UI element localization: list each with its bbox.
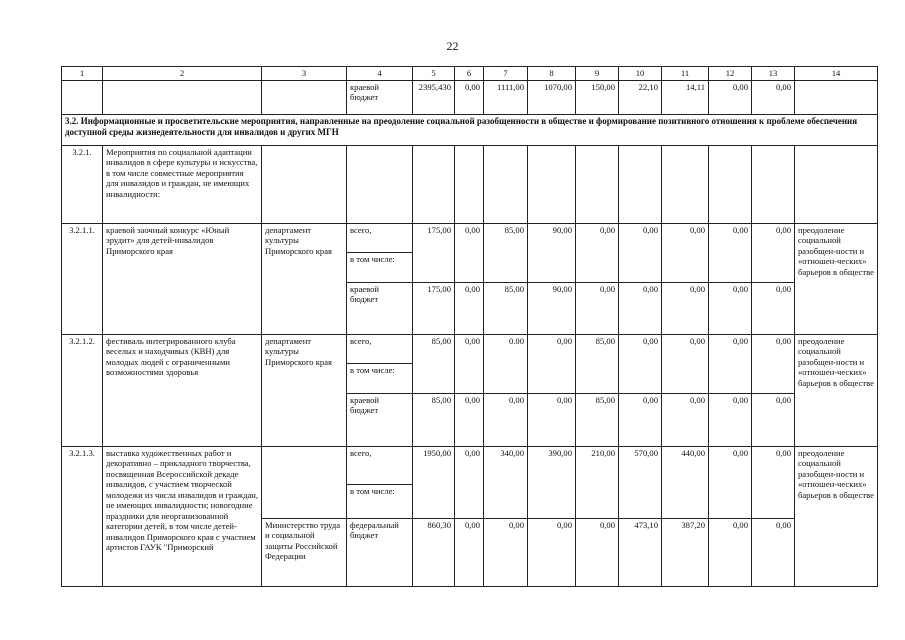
value-cell: 0,00 (709, 394, 752, 447)
col-header: 2 (103, 67, 262, 81)
value-cell: 150,00 (576, 81, 619, 115)
value-cell: 0,00 (528, 394, 576, 447)
item-number: 3.2.1.2. (62, 335, 103, 447)
value-cell: 0,00 (455, 394, 484, 447)
value-cell: 1111,00 (484, 81, 528, 115)
item-row-total (62, 335, 878, 364)
value-cell: 0,00 (455, 283, 484, 335)
col-header: 4 (347, 67, 413, 81)
value-cell: 0,00 (528, 335, 576, 394)
item-name: выставка художественных работ и декоративно – прикладного творчества, посвященная Всероссийской декаде инвалидов, с участием творческой молодежи из числа инвалидов и граждан, не имеющих инвалидности; новогодние праздники для неорганизованной категории детей, в том числе детей-инвалидов Приморского края с участием артистов ГАУК "Приморский (103, 447, 262, 587)
value-cell: 860,30 (413, 519, 455, 587)
value-cell: 0,00 (752, 81, 795, 115)
value-cell: 0.00 (484, 335, 528, 394)
item-row-total (62, 224, 878, 253)
section-title-row (62, 115, 878, 146)
value-cell: 0,00 (752, 224, 795, 283)
item-row-total (62, 447, 878, 485)
value-cell: 175,00 (413, 283, 455, 335)
column-number-row (62, 67, 878, 81)
value-cell: 340,00 (484, 447, 528, 519)
value-cell: 85,00 (484, 283, 528, 335)
col-header: 8 (528, 67, 576, 81)
col-header: 1 (62, 67, 103, 81)
value-cell: 0,00 (619, 394, 662, 447)
row-label-including: в том числе: (347, 253, 413, 283)
row-label-source: краевой бюджет (347, 283, 413, 335)
row-label-total: всего, (347, 447, 413, 485)
group-number: 3.2.1. (62, 146, 103, 224)
value-cell: 0,00 (752, 519, 795, 587)
value-cell: 0,00 (484, 394, 528, 447)
col-header: 11 (662, 67, 709, 81)
value-cell: 0,00 (619, 283, 662, 335)
value-cell: 0,00 (709, 335, 752, 394)
value-cell: 0,00 (455, 335, 484, 394)
page-number: 22 (446, 39, 459, 53)
value-cell: 0,00 (528, 519, 576, 587)
value-cell: 0,00 (709, 447, 752, 519)
value-cell: 22,10 (619, 81, 662, 115)
value-cell: 85,00 (413, 335, 455, 394)
top-budget-row (62, 81, 878, 115)
col-header: 5 (413, 67, 455, 81)
value-cell: 85,00 (576, 335, 619, 394)
value-cell: 0,00 (576, 519, 619, 587)
value-cell: 1950,00 (413, 447, 455, 519)
value-cell: 0,00 (662, 335, 709, 394)
source-cell: краевой бюджет (347, 81, 413, 115)
row-label-total: всего, (347, 335, 413, 364)
col-header: 10 (619, 67, 662, 81)
value-cell: 1070,00 (528, 81, 576, 115)
row-label-including: в том числе: (347, 485, 413, 519)
item-executor: Министерство труда и социальной защиты Российской Федерации (262, 519, 347, 587)
group-row (62, 146, 878, 224)
item-result: преодоление социальной разобщен-ности и «отношен-ческих» барьеров в обществе (795, 224, 878, 335)
row-label-total: всего, (347, 224, 413, 253)
value-cell: 0,00 (619, 224, 662, 283)
item-result: преодоление социальной разобщен-ности и «отношен-ческих» барьеров в обществе (795, 335, 878, 447)
value-cell: 85,00 (413, 394, 455, 447)
value-cell: 440,00 (662, 447, 709, 519)
col-header: 6 (455, 67, 484, 81)
row-label-including: в том числе: (347, 364, 413, 394)
value-cell: 0,00 (709, 224, 752, 283)
value-cell: 210,00 (576, 447, 619, 519)
col-header: 9 (576, 67, 619, 81)
value-cell: 0,00 (662, 283, 709, 335)
section-title: 3.2. Информационные и просветительские мероприятия, направленные на преодоление социальной разобщенности в обществе и формирование позитивного отношения к проблеме обеспечения доступной среды жизнедеятельности для инвалидов и других МГН (62, 115, 878, 146)
col-header: 13 (752, 67, 795, 81)
value-cell: 0,00 (455, 519, 484, 587)
value-cell: 390,00 (528, 447, 576, 519)
value-cell: 14,11 (662, 81, 709, 115)
value-cell: 85,00 (576, 394, 619, 447)
value-cell: 570,00 (619, 447, 662, 519)
value-cell: 0,00 (576, 224, 619, 283)
item-executor: департамент культуры Приморского края (262, 335, 347, 447)
value-cell: 0,00 (455, 224, 484, 283)
item-number: 3.2.1.1. (62, 224, 103, 335)
row-label-source: федеральный бюджет (347, 519, 413, 587)
group-text: Мероприятия по социальной адаптации инвалидов в сфере культуры и искусства, в том числе совместные мероприятия для инвалидов и граждан, не имеющих инвалидности: (103, 146, 262, 224)
value-cell: 0,00 (662, 224, 709, 283)
item-number: 3.2.1.3. (62, 447, 103, 587)
value-cell: 0,00 (709, 519, 752, 587)
value-cell: 0,00 (752, 447, 795, 519)
program-table (61, 66, 878, 587)
item-name: фестиваль интегрированного клуба веселых и находчивых (КВН) для молодых людей с ограниченными возможностями здоровья (103, 335, 262, 447)
value-cell: 0,00 (455, 81, 484, 115)
col-header: 3 (262, 67, 347, 81)
item-executor: департамент культуры Приморского края (262, 224, 347, 335)
value-cell: 0,00 (619, 335, 662, 394)
value-cell: 0,00 (484, 519, 528, 587)
value-cell: 175,00 (413, 224, 455, 283)
row-label-source: краевой бюджет (347, 394, 413, 447)
value-cell: 0,00 (576, 283, 619, 335)
col-header: 12 (709, 67, 752, 81)
value-cell: 0,00 (709, 283, 752, 335)
item-name: краевой заочный конкурс «Юный эрудит» для детей-инвалидов Приморского края (103, 224, 262, 335)
item-result: преодоление социальной разобщен-ности и «отношен-ческих» барьеров в обществе (795, 447, 878, 587)
value-cell: 0,00 (752, 335, 795, 394)
value-cell: 0,00 (752, 394, 795, 447)
value-cell: 387,20 (662, 519, 709, 587)
value-cell: 0,00 (662, 394, 709, 447)
value-cell: 0,00 (752, 283, 795, 335)
value-cell: 85,00 (484, 224, 528, 283)
value-cell: 2395,430 (413, 81, 455, 115)
col-header: 14 (795, 67, 878, 81)
value-cell: 90,00 (528, 224, 576, 283)
value-cell: 0,00 (455, 447, 484, 519)
value-cell: 90,00 (528, 283, 576, 335)
value-cell: 0,00 (709, 81, 752, 115)
value-cell: 473,10 (619, 519, 662, 587)
col-header: 7 (484, 67, 528, 81)
